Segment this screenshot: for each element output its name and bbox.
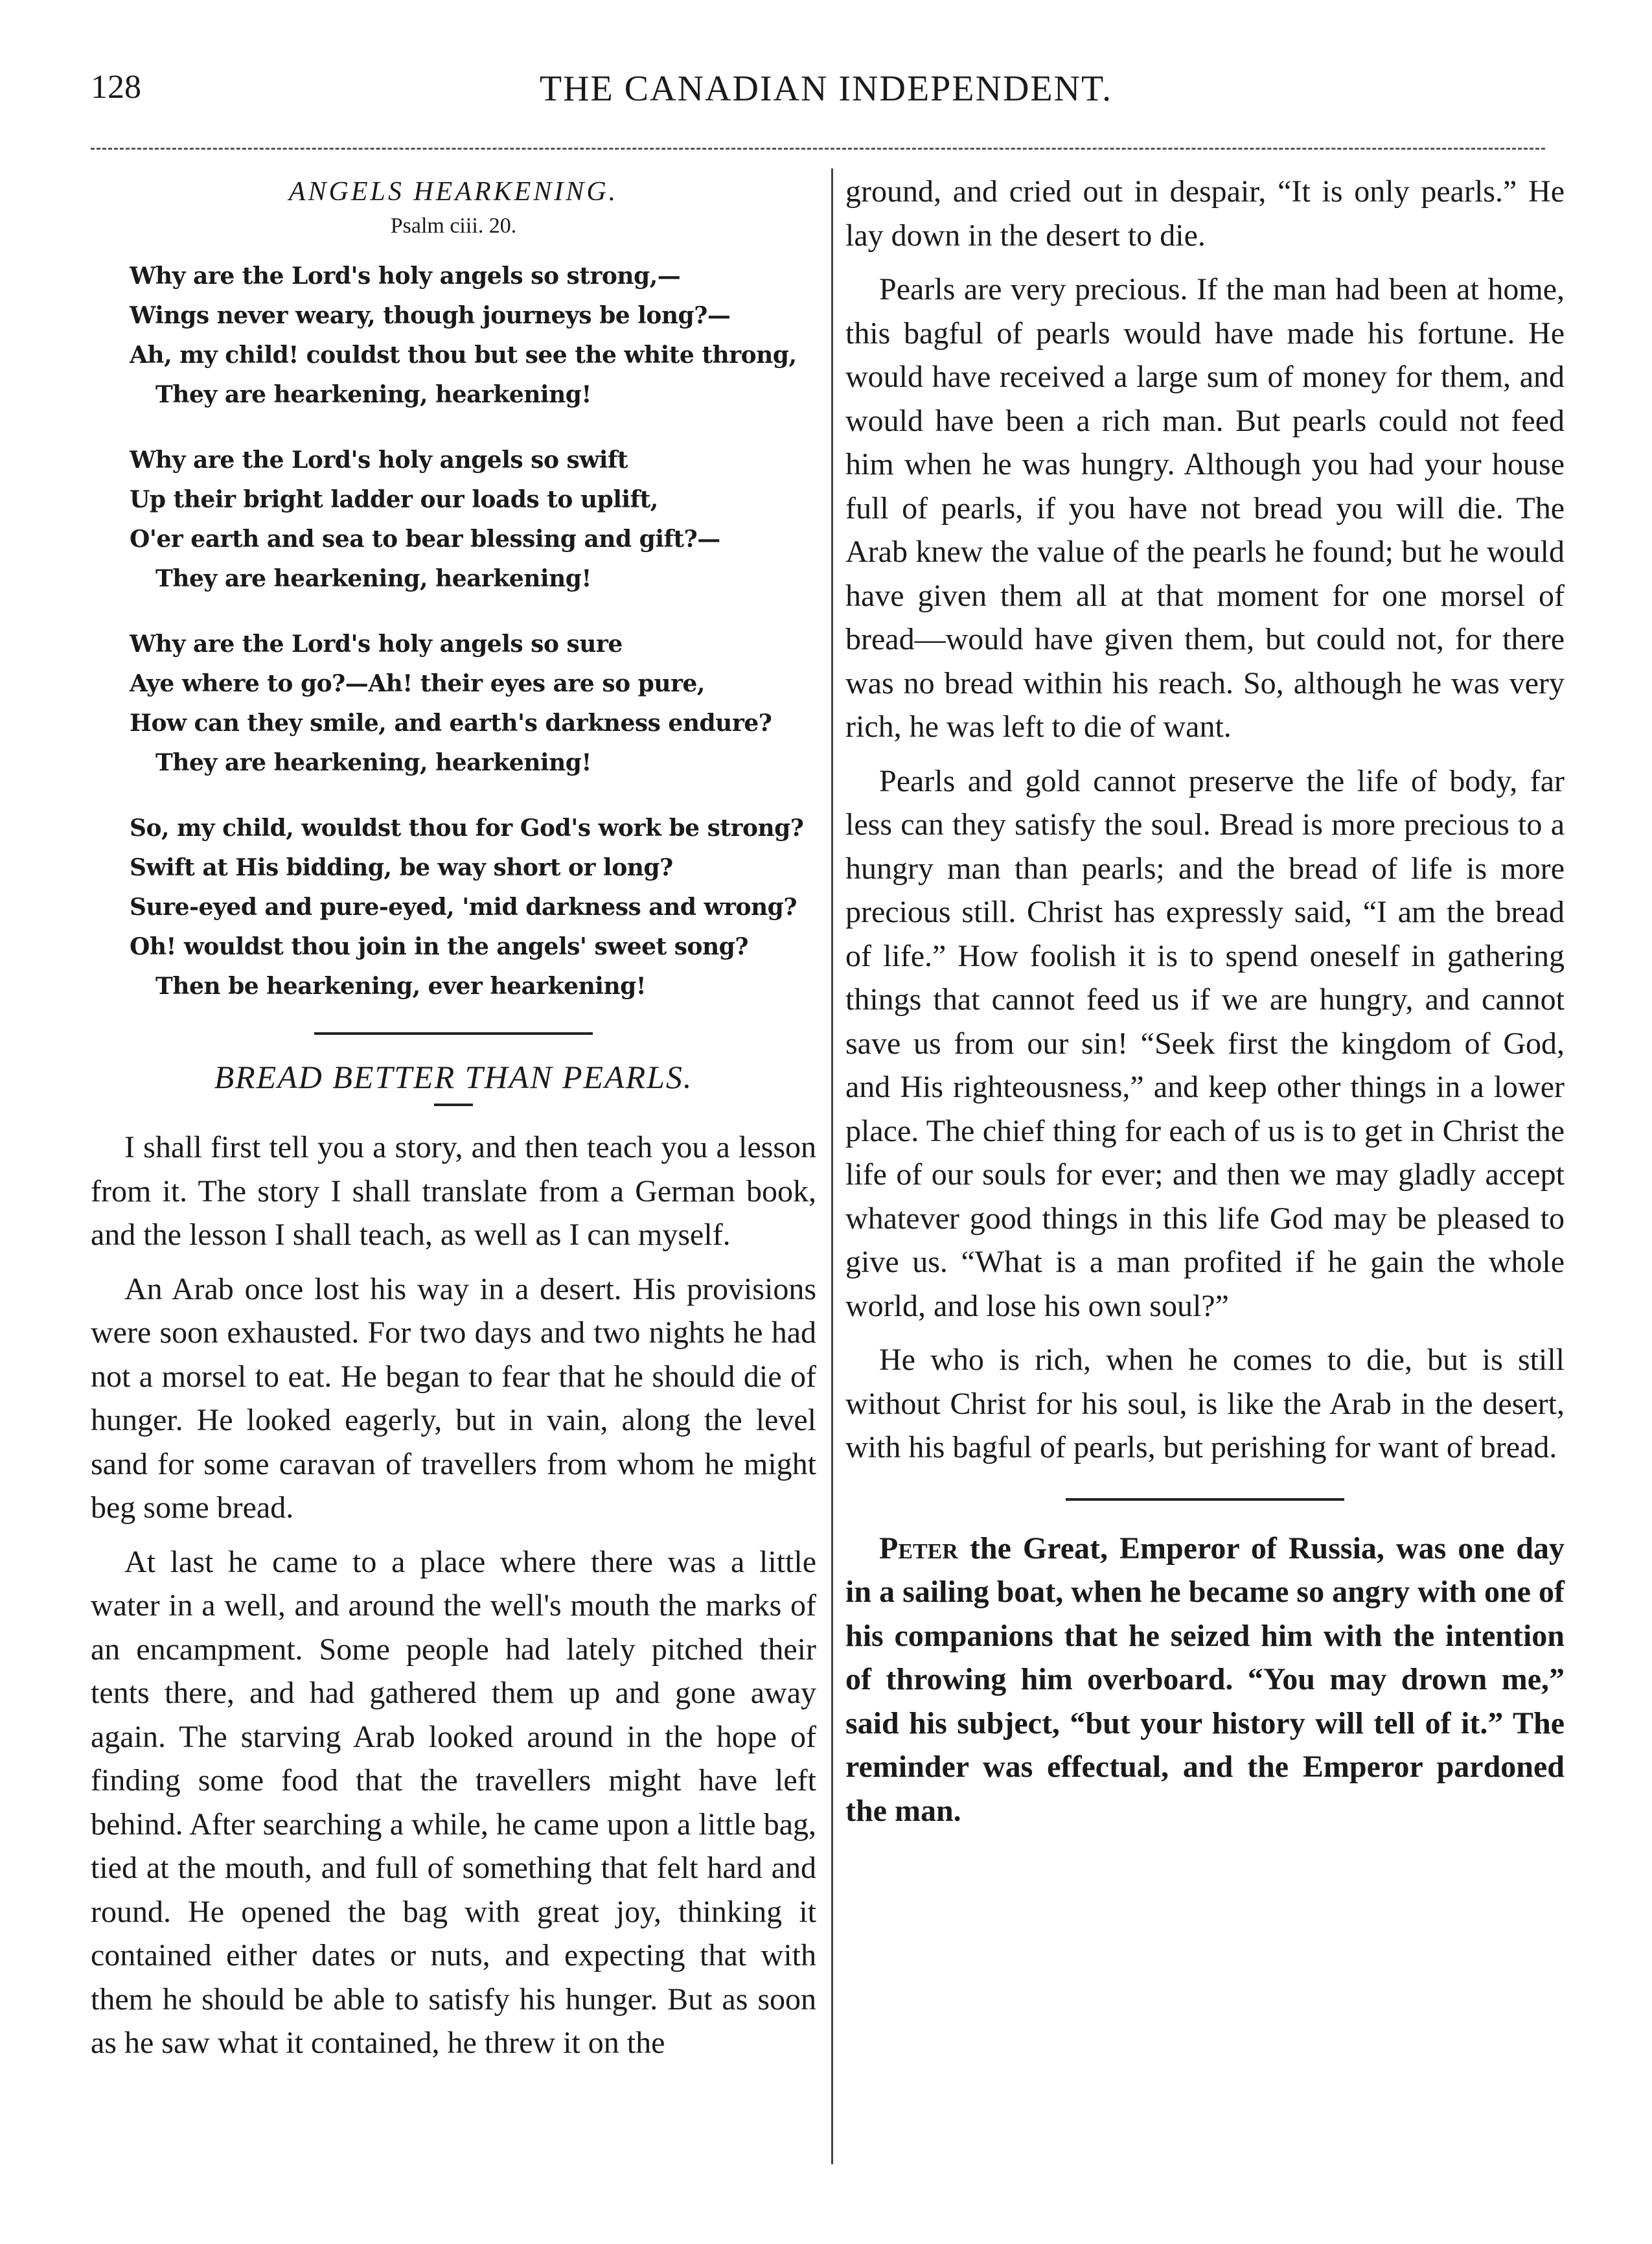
poem-line: O'er earth and sea to bear blessing and gift?—: [130, 526, 720, 553]
article-paragraph: Pearls and gold cannot preserve the life of body, far less can they satisfy the soul. Bread is more precious to a hungry man than pearls; and the bread of life is more precious still. Christ has expressly said, “I am the bread of life.” How foolish it is to spend oneself in gathering things that cannot feed us if we are hungry, and cannot save us from our sin! “Seek first the kingdom of God, and His righteousness,” and keep other things in a lower place. The chief thing for each of us is to get in Christ the life of our souls for ever; and then we may gladly accept whatever good things in this life God may be pleased to give us. “What is a man profited if he gain the whole world, and lose his own soul?”: [845, 763, 1565, 1323]
section-rule: [314, 1032, 593, 1035]
anecdote-paragraph: [845, 1527, 1565, 1833]
column-divider: [831, 168, 833, 2164]
poem-line: Oh! wouldst thou join in the angels' sweet song?: [130, 933, 748, 960]
poem-line: Swift at His bidding, be way short or long?: [130, 854, 673, 881]
poem-stanza: [130, 625, 816, 783]
poem-body: [91, 257, 816, 1006]
anecdote: [845, 1527, 1565, 1833]
poem-line: Sure-eyed and pure-eyed, 'mid darkness and wrong?: [130, 894, 797, 921]
article-title: BREAD BETTER THAN PEARLS.: [214, 1059, 693, 1095]
article-paragraph: I shall first tell you a story, and then teach you a lesson from it. The story I shall translate from a German book, and the lesson I shall teach, as well as I can myself.: [91, 1130, 816, 1252]
left-column: [91, 170, 816, 2076]
poem-line: Aye where to go?—Ah! their eyes are so pure,: [130, 670, 705, 697]
anecdote-lead: Peter: [879, 1531, 958, 1566]
article-paragraph: He who is rich, when he comes to die, but is still without Christ for his soul, is like the Arab in the desert, with his bagful of pearls, but perishing for want of bread.: [845, 1343, 1565, 1464]
journal-title: THE CANADIAN INDEPENDENT.: [539, 69, 1113, 109]
title-dash: [434, 1104, 473, 1106]
article-body-right: [845, 170, 1565, 1470]
poem-line: Up their bright ladder our loads to uplift,: [130, 486, 658, 513]
right-column: [845, 170, 1565, 1843]
poem-stanza: [130, 257, 816, 415]
article-paragraph-continued: ground, and cried out in despair, “It is only pearls.” He lay down in the desert to die.: [845, 174, 1565, 253]
poem-stanza: [130, 441, 816, 599]
poem-reference: Psalm ciii. 20.: [390, 214, 517, 238]
header-rule: [91, 148, 1545, 150]
poem-line: Why are the Lord's holy angels so swift: [130, 446, 628, 474]
article-paragraph: At last he came to a place where there was a little water in a well, and around the well's mouth the marks of an encampment. Some people had lately pitched their tents there, and had gathered them up and gone away again. The starving Arab looked around in the hope of finding some food that the travellers might have left behind. After searching a while, he came upon a little bag, tied at the mouth, and full of something that felt hard and round. He opened the bag with great joy, thinking it contained either dates or nuts, and expecting that with them he should be able to satisfy his hunger. But as soon as he saw what it contained, he threw it on the: [91, 1544, 816, 2060]
anecdote-text: the Great, Emperor of Russia, was one day in a sailing boat, when he became so angry with one of his companions that he seized him with the intention of throwing him overboard. “You may drown me,” said his subject, “but your history will tell of it.” The reminder was effectual, and the Emperor pardoned the man.: [845, 1531, 1565, 1828]
poem-line: Wings never weary, though journeys be long?—: [130, 302, 731, 329]
article-paragraph: An Arab once lost his way in a desert. His provisions were soon exhausted. For two days and two nights he had not a morsel to eat. He began to fear that he should die of hunger. He looked eagerly, but in vain, along the level sand for some caravan of travellers from whom he might beg some bread.: [91, 1271, 816, 1525]
poem-line: Why are the Lord's holy angels so strong,—: [130, 262, 681, 290]
poem-title: ANGELS HEARKENING.: [288, 177, 619, 207]
poem-refrain: They are hearkening, hearkening!: [155, 381, 591, 408]
article-body-left: [91, 1126, 816, 2065]
poem-refrain: They are hearkening, hearkening!: [155, 749, 591, 776]
poem-line: Ah, my child! couldst thou but see the white throng,: [130, 341, 797, 369]
poem-line: So, my child, wouldst thou for God's work be strong?: [130, 815, 804, 842]
poem-refrain: Then be hearkening, ever hearkening!: [155, 973, 647, 1000]
page-number: 128: [91, 69, 141, 106]
section-rule: [1066, 1498, 1344, 1501]
poem-refrain: They are hearkening, hearkening!: [155, 565, 591, 592]
poem-line: How can they smile, and earth's darkness endure?: [130, 710, 772, 737]
article-paragraph: Pearls are very precious. If the man had been at home, this bagful of pearls would have made his fortune. He would have received a large sum of money for them, and would have been a rich man. But pearls could not feed him when he was hungry. Although you had your house full of pearls, if you have not bread you will die. The Arab knew the value of the pearls he found; but he would have given them all at that moment for one morsel of bread—would have given them, but could not, for there was no bread within his reach. So, although he was very rich, he was left to die of want.: [845, 272, 1565, 744]
poem-line: Why are the Lord's holy angels so sure: [130, 630, 623, 658]
poem-stanza: [130, 809, 816, 1006]
